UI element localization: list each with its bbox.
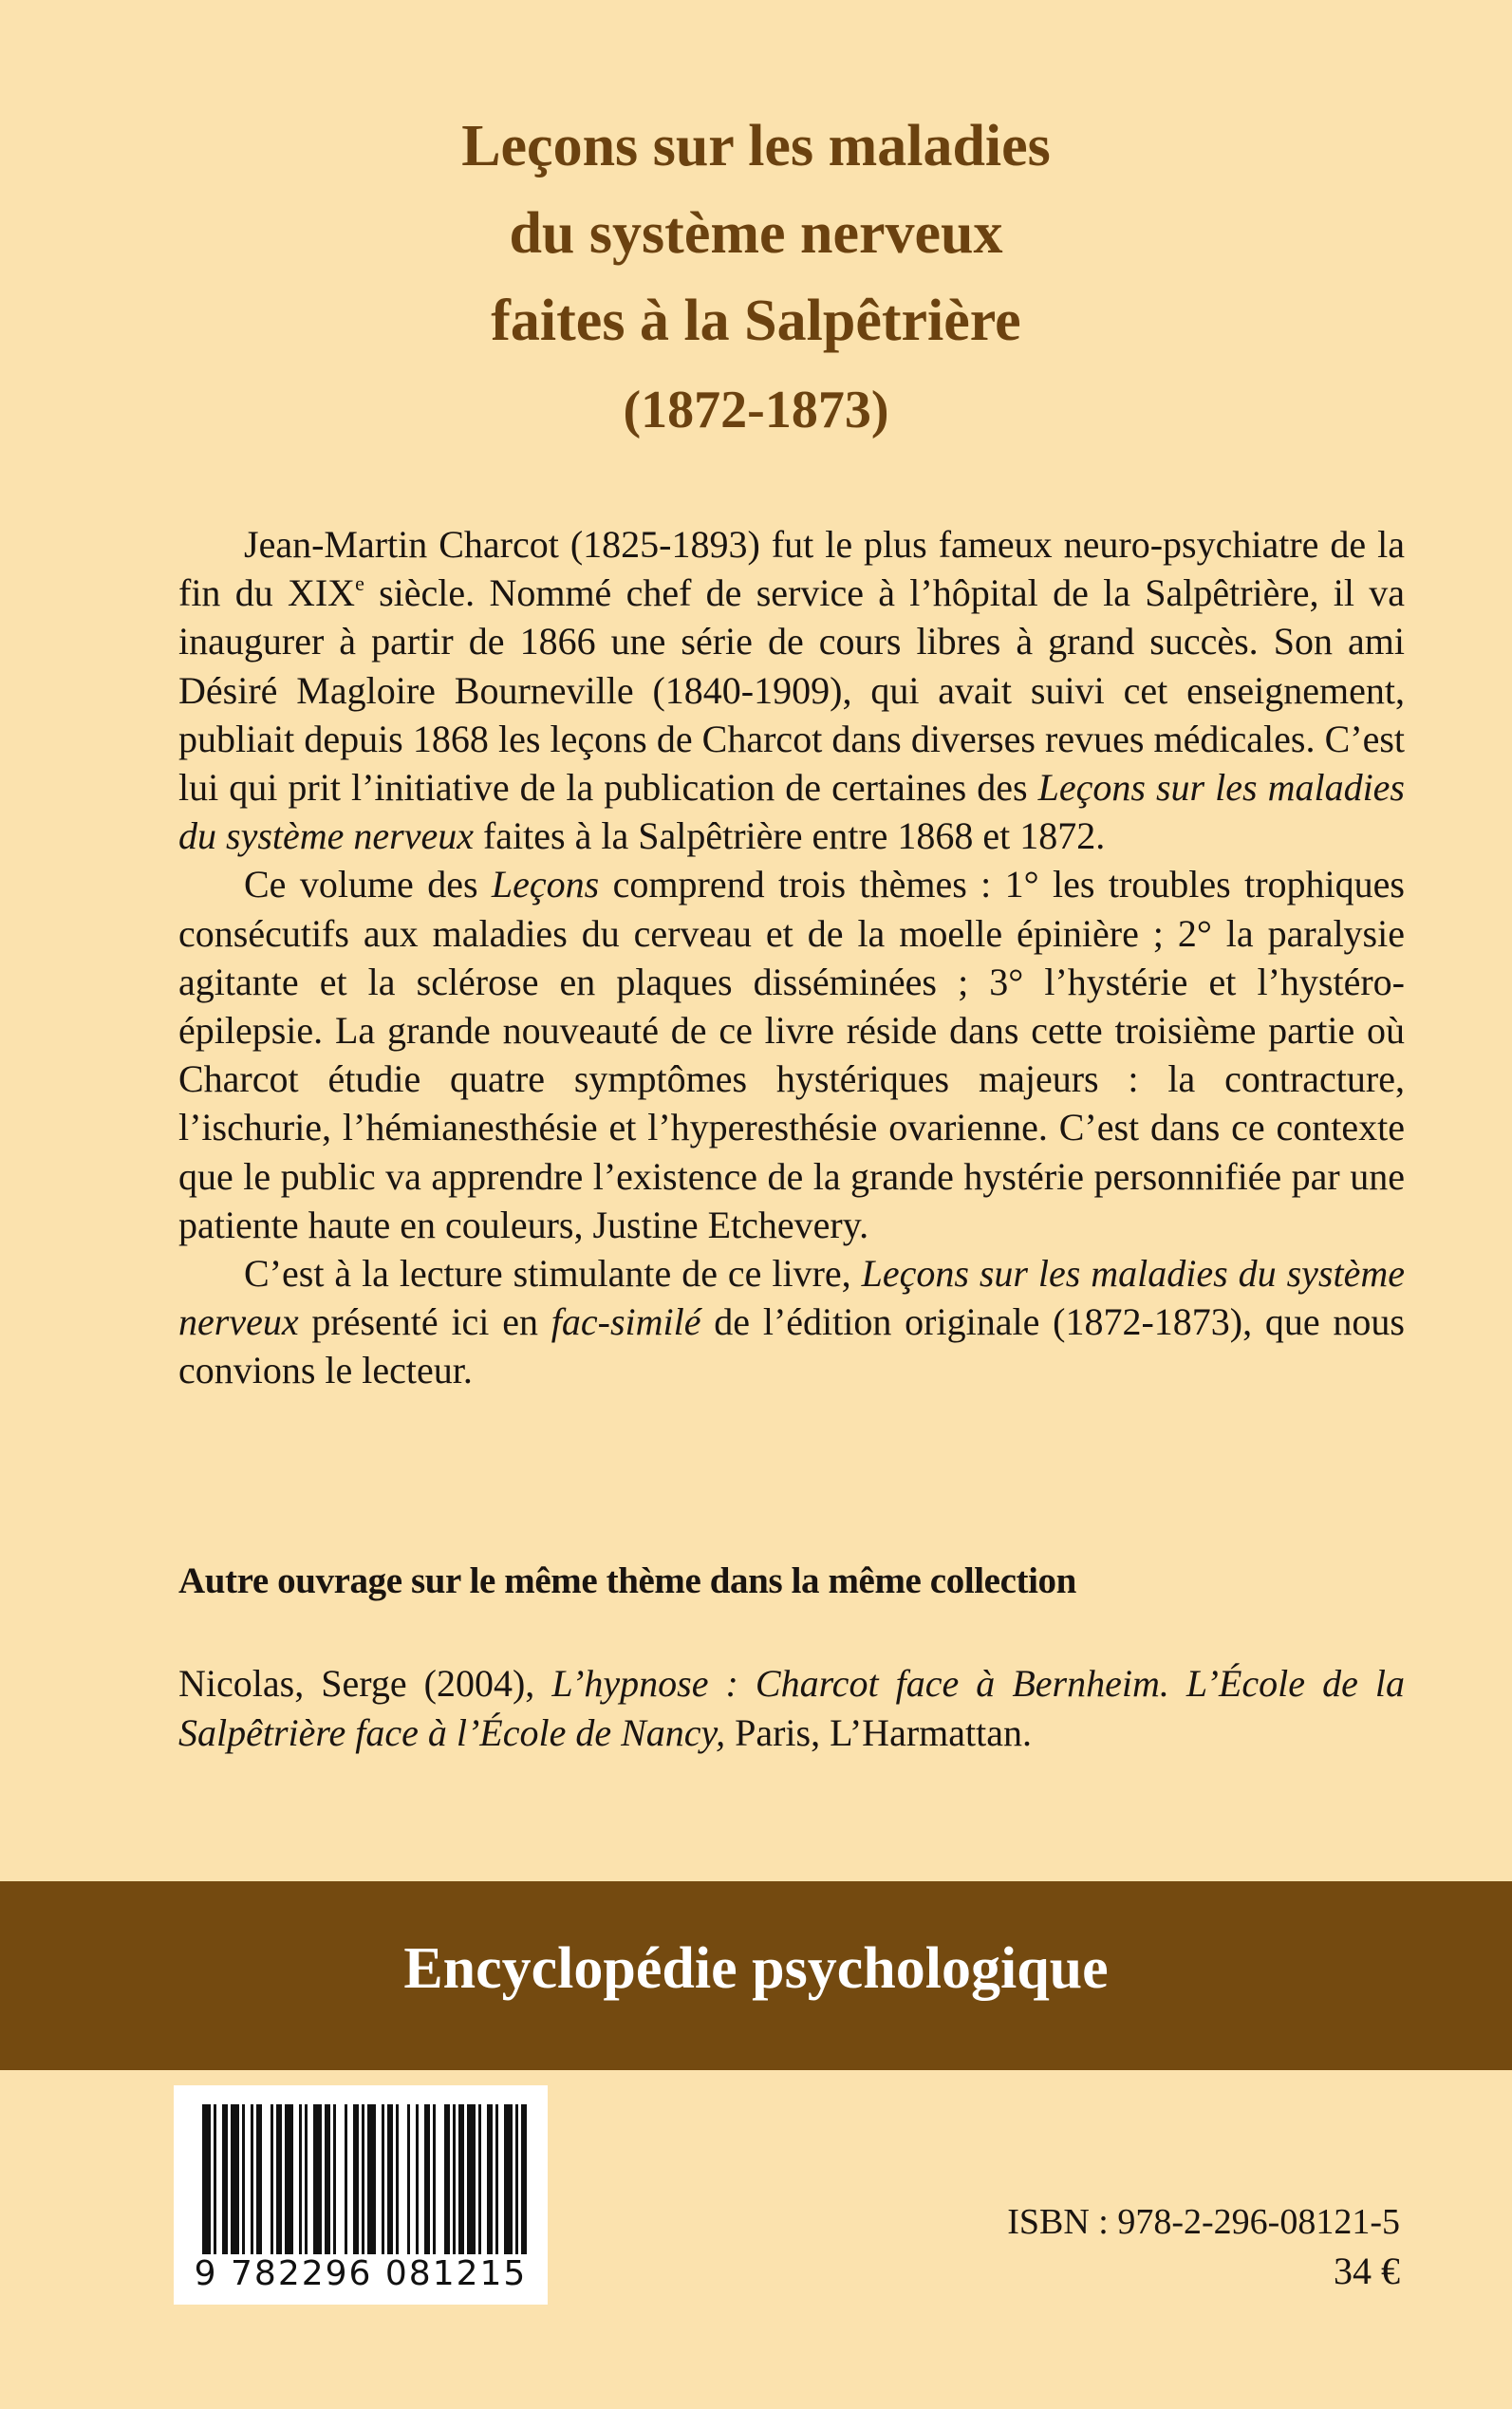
- barcode-bar: [458, 2104, 464, 2254]
- barcode-bar: [325, 2104, 330, 2254]
- barcode-bar: [285, 2104, 293, 2254]
- barcode: [174, 2085, 548, 2305]
- barcode-bar: [214, 2104, 216, 2254]
- blurb-paragraph-1: [178, 520, 1405, 860]
- barcode-bar: [333, 2104, 336, 2254]
- barcode-bar: [487, 2104, 493, 2254]
- other-works-heading: Autre ouvrage sur le même thème dans la même collection: [178, 1560, 1076, 1601]
- blurb-text: siècle. Nommé chef de service à l’hôpital de la Salpêtrière, il va inaugurer à partir de 1866 une série de cours libres à grand succès. Son ami Désiré Magloire Bourneville (1840-1909), qui avait suivi cet enseignement, publiait depuis 1868 les leçons de Charcot dans diverses revues médicales. C’est lui qui prit l’initiative de la publication de certaines des: [178, 571, 1406, 810]
- barcode-bar: [396, 2104, 399, 2254]
- blurb-text: de l’édition originale (1872-1873), que nous convions le lecteur.: [178, 1300, 1405, 1392]
- barcode-bar: [251, 2104, 253, 2254]
- blurb-text: Jean-Martin Charcot (1825-1893) fut le plus fameux neuro-psychiatre de la fin du XIX: [178, 523, 1405, 615]
- blurb-italic-title: Leçons sur les maladies du système nerveux: [178, 766, 1406, 858]
- reference-author: Nicolas, Serge (2004),: [178, 1662, 552, 1705]
- blurb-text: C’est à la lecture stimulante de ce livre,: [244, 1252, 862, 1296]
- barcode-bar: [433, 2104, 436, 2254]
- barcode-bar: [495, 2104, 498, 2254]
- barcode-bar: [444, 2104, 450, 2254]
- barcode-bar: [424, 2104, 430, 2254]
- blurb-text: présenté ici en: [298, 1300, 551, 1344]
- barcode-bar: [231, 2104, 239, 2254]
- blurb-italic-title: Leçons: [491, 863, 600, 906]
- barcode-bar: [467, 2104, 476, 2254]
- title-dates: (1872-1873): [623, 381, 889, 439]
- isbn: ISBN : 978-2-296-08121-5: [1007, 2202, 1400, 2242]
- century-superscript: e: [355, 570, 364, 595]
- barcode-bar: [345, 2104, 347, 2254]
- other-works-reference: [178, 1659, 1405, 1758]
- back-cover-blurb: [178, 520, 1405, 1395]
- barcode-bar: [453, 2104, 456, 2254]
- title-line-3: faites à la Salpêtrière: [491, 289, 1021, 353]
- barcode-bar: [515, 2104, 518, 2254]
- reference-title: L’hypnose : Charcot face à Bernheim. L’École de la Salpêtrière face à l’École de Nancy,: [178, 1662, 1405, 1754]
- reference-publisher: Paris, L’Harmattan.: [725, 1711, 1032, 1754]
- blurb-text: Ce volume des: [244, 863, 492, 906]
- blurb-text: comprend trois thèmes : 1° les troubles trophiques consécutifs aux maladies du cerveau et de la moelle épinière ; 2° la paralysie agitante et la sclérose en plaques disséminées ; 3° l’hystérie et l’hystéro-épilepsie. La grande nouveauté de ce livre réside dans cette troisième partie où Charcot étudie quatre symptômes hystériques majeurs : la contracture, l’ischurie, l’hémianesthésie et l’hyperesthésie ovarienne. C’est dans ce contexte que le public va apprendre l’existence de la grande hystérie personnifiée par une patiente haute en couleurs, Justine Etchevery.: [178, 863, 1405, 1246]
- barcode-bar: [305, 2104, 308, 2254]
- barcode-bar: [478, 2104, 481, 2254]
- blurb-italic-title: Leçons sur les maladies du système nerveux: [178, 1252, 1405, 1344]
- barcode-bar: [299, 2104, 302, 2254]
- title-line-2: du système nerveux: [509, 201, 1003, 266]
- barcode-bar: [504, 2104, 513, 2254]
- barcode-digits: 9 782296 081215: [194, 2254, 528, 2293]
- barcode-bar: [276, 2104, 282, 2254]
- barcode-bar: [242, 2104, 245, 2254]
- title-line-1: Leçons sur les maladies: [461, 114, 1051, 178]
- price: 34 €: [1334, 2250, 1400, 2292]
- barcode-bar: [416, 2104, 419, 2254]
- blurb-italic-term: fac-similé: [551, 1300, 701, 1344]
- barcode-bar: [387, 2104, 393, 2254]
- barcode-bar: [202, 2104, 211, 2254]
- barcode-bar: [313, 2104, 322, 2254]
- collection-name: Encyclopédie psychologique: [403, 1936, 1109, 2001]
- barcode-bar: [521, 2104, 527, 2254]
- barcode-bar: [382, 2104, 384, 2254]
- barcode-bar: [256, 2104, 262, 2254]
- barcode-bar: [353, 2104, 359, 2254]
- blurb-text: faites à la Salpêtrière entre 1868 et 1872.: [473, 814, 1106, 858]
- barcode-bar: [367, 2104, 376, 2254]
- blurb-paragraph-2: [178, 860, 1405, 1249]
- barcode-bar: [407, 2104, 410, 2254]
- barcode-bar: [222, 2104, 228, 2254]
- blurb-paragraph-3: [178, 1249, 1405, 1395]
- book-title: [0, 103, 1512, 456]
- barcode-bar: [362, 2104, 364, 2254]
- barcode-bar: [271, 2104, 273, 2254]
